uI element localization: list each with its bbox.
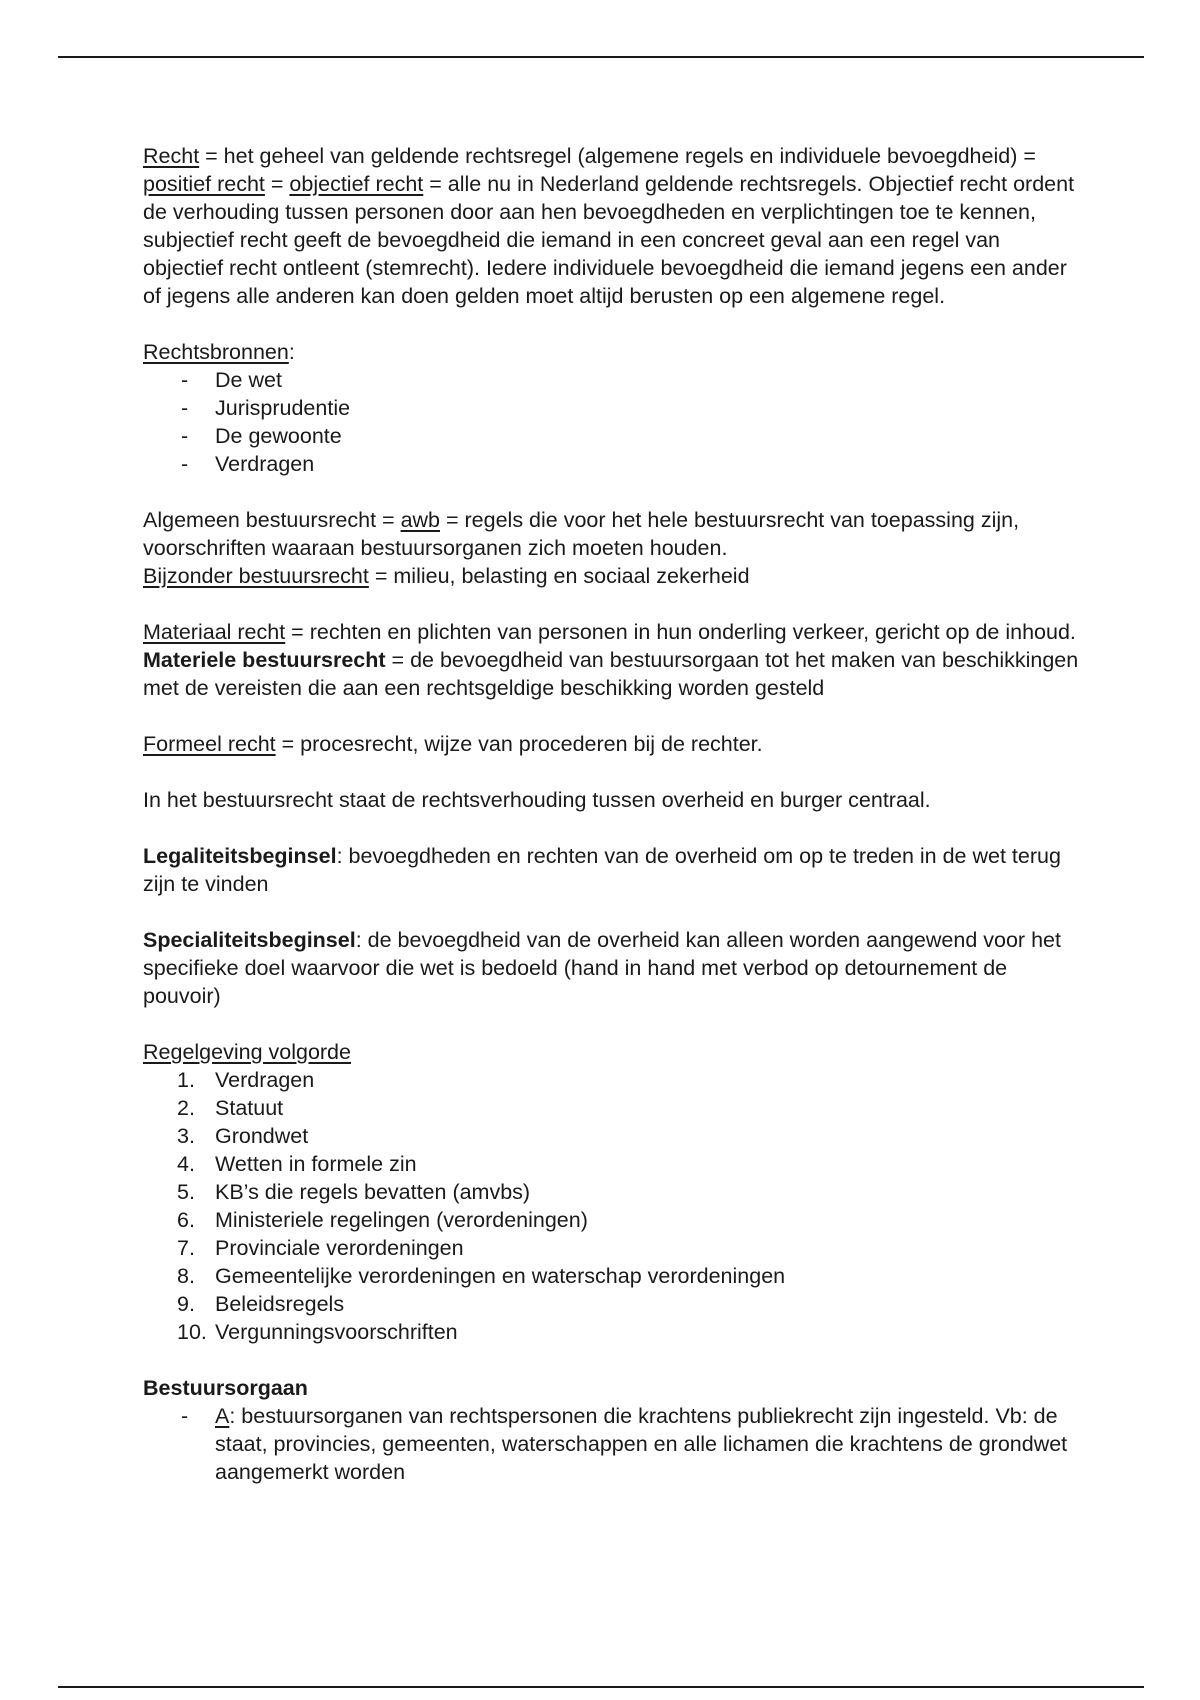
text-recht-3: = alle nu in Nederland geldende rechtsregels. Objectief recht ordent de verhouding tussen personen door aan hen bevoegdheden en verplichtingen toe te kennen, subjectief recht geeft de bevoegdheid die iemand in een concreet geval aan een regel van objectief recht ontleent (stemrecht). Iedere individuele bevoegdheid die iemand jegens een ander of jegens alle anderen kan doen gelden moet altijd berusten op een algemene regel. [143,172,1075,308]
term-awb: awb [400,508,441,532]
list-number: 7. [177,1236,195,1260]
text-formeel: = procesrecht, wijze van procederen bij de rechter. [275,732,763,756]
text-bijzonder: = milieu, belasting en sociaal zekerheid [368,564,750,588]
list-number: 10. [177,1320,207,1344]
term-materiaal-recht: Materiaal recht [143,620,286,644]
rechtsbronnen-colon: : [288,340,295,364]
term-legaliteitsbeginsel: Legaliteitsbeginsel [143,844,337,868]
list-item [143,394,1083,422]
section-bestuursrecht [143,506,1083,590]
list-item [143,366,1083,394]
list-item-text: Beleidsregels [215,1292,345,1316]
list-item [143,1122,1083,1150]
list-item [143,450,1083,478]
document-body [143,142,1083,1514]
paragraph-legaliteitsbeginsel [143,842,1083,898]
list-number: 9. [177,1292,195,1316]
text-legaliteit: : bevoegdheden en rechten van de overheid om op te treden in de wet terug zijn te vinden [143,844,1061,896]
regelgeving-list [143,1066,1083,1346]
term-specialiteitsbeginsel: Specialiteitsbeginsel [143,928,356,952]
list-item [143,1094,1083,1122]
regelgeving-title: Regelgeving volgorde [143,1040,351,1064]
list-number: 2. [177,1096,195,1120]
list-item [143,1234,1083,1262]
list-item-text: Grondwet [215,1124,309,1148]
paragraph-centraal: In het bestuursrecht staat de rechtsverhouding tussen overheid en burger centraal. [143,788,931,812]
text-recht-2: = [264,172,290,196]
list-number: 5. [177,1180,195,1204]
rechtsbronnen-heading [143,338,1083,366]
section-rechtsbronnen [143,338,1083,478]
bestuursorgaan-heading: Bestuursorgaan [143,1376,308,1400]
bullet-dash: - [181,424,189,448]
text-materiaal-2: = de bevoegdheid van bestuursorgaan tot het maken van beschikkingen met de vereisten die aan een rechtsgeldige beschikking worden gesteld [143,648,1079,700]
list-number: 8. [177,1264,195,1288]
list-item-text: De wet [215,368,282,392]
rechtsbronnen-title: Rechtsbronnen [143,340,289,364]
footer-rule [58,1686,1144,1688]
term-objectief-recht: objectief recht [289,172,424,196]
term-bijzonder-bestuursrecht: Bijzonder bestuursrecht [143,564,369,588]
bullet-dash: - [181,368,189,392]
list-item-text: : bestuursorganen van rechtspersonen die krachtens publiekrecht zijn ingesteld. Vb: de staat, provincies, gemeenten, waterschappen en alle lichamen die krachtens de grondwet aangemerkt worden [215,1404,1068,1484]
paragraph-bijzonder-bestuursrecht [143,562,1083,590]
paragraph-materiaal-recht [143,618,1083,702]
paragraph-formeel-recht [143,730,1083,758]
list-item [143,1290,1083,1318]
list-item-text: Verdragen [215,1068,315,1092]
list-item-text: Ministeriele regelingen (verordeningen) [215,1208,588,1232]
list-item [143,1262,1083,1290]
list-item [143,1066,1083,1094]
regelgeving-heading [143,1038,1083,1066]
bestuursorgaan-list [143,1402,1083,1486]
list-item [143,1206,1083,1234]
text-materiaal-1: = rechten en plichten van personen in hun onderling verkeer, gericht op de inhoud. [285,620,1076,644]
text-algemeen-2: = regels die voor het hele bestuursrecht van toepassing zijn, voorschriften waaraan bestuursorganen zich moeten houden. [143,508,1020,560]
list-item [143,1150,1083,1178]
section-regelgeving-volgorde [143,1038,1083,1346]
list-item-text: KB’s die regels bevatten (amvbs) [215,1180,531,1204]
term-positief-recht: positief recht [143,172,265,196]
bullet-dash: - [181,396,189,420]
list-item-text: Vergunningsvoorschriften [215,1320,458,1344]
text-specialiteit: : de bevoegdheid van de overheid kan alleen worden aangewend voor het specifieke doel waarvoor die wet is bedoeld (hand in hand met verbod op detournement de pouvoir) [143,928,1061,1008]
paragraph-specialiteitsbeginsel [143,926,1083,1010]
rechtsbronnen-list [143,366,1083,478]
list-number: 1. [177,1068,195,1092]
list-item-text: Jurisprudentie [215,396,351,420]
list-item-text: De gewoonte [215,424,342,448]
text-recht-1: = het geheel van geldende rechtsregel (algemene regels en individuele bevoegdheid) = [199,144,1036,168]
term-recht: Recht [143,144,200,168]
list-number: 3. [177,1124,195,1148]
list-item [143,1318,1083,1346]
list-item-text: Gemeentelijke verordeningen en waterschap verordeningen [215,1264,786,1288]
list-number: 6. [177,1208,195,1232]
list-item-text: Verdragen [215,452,315,476]
text-algemeen: Algemeen bestuursrecht = [143,508,401,532]
list-item-text: Statuut [215,1096,284,1120]
list-item [143,1402,1083,1486]
header-rule [58,56,1144,58]
bullet-dash: - [181,1404,189,1428]
list-item [143,1178,1083,1206]
list-item-text: Wetten in formele zin [215,1152,417,1176]
list-item [143,422,1083,450]
paragraph-algemeen-bestuursrecht [143,506,1083,562]
list-number: 4. [177,1152,195,1176]
bullet-dash: - [181,452,189,476]
paragraph-recht [143,142,1083,310]
term-formeel-recht: Formeel recht [143,732,276,756]
section-bestuursorgaan [143,1374,1083,1486]
list-item-text: Provinciale verordeningen [215,1236,464,1260]
term-materiele-bestuursrecht: Materiele bestuursrecht [143,648,386,672]
term-a: A [215,1404,230,1428]
